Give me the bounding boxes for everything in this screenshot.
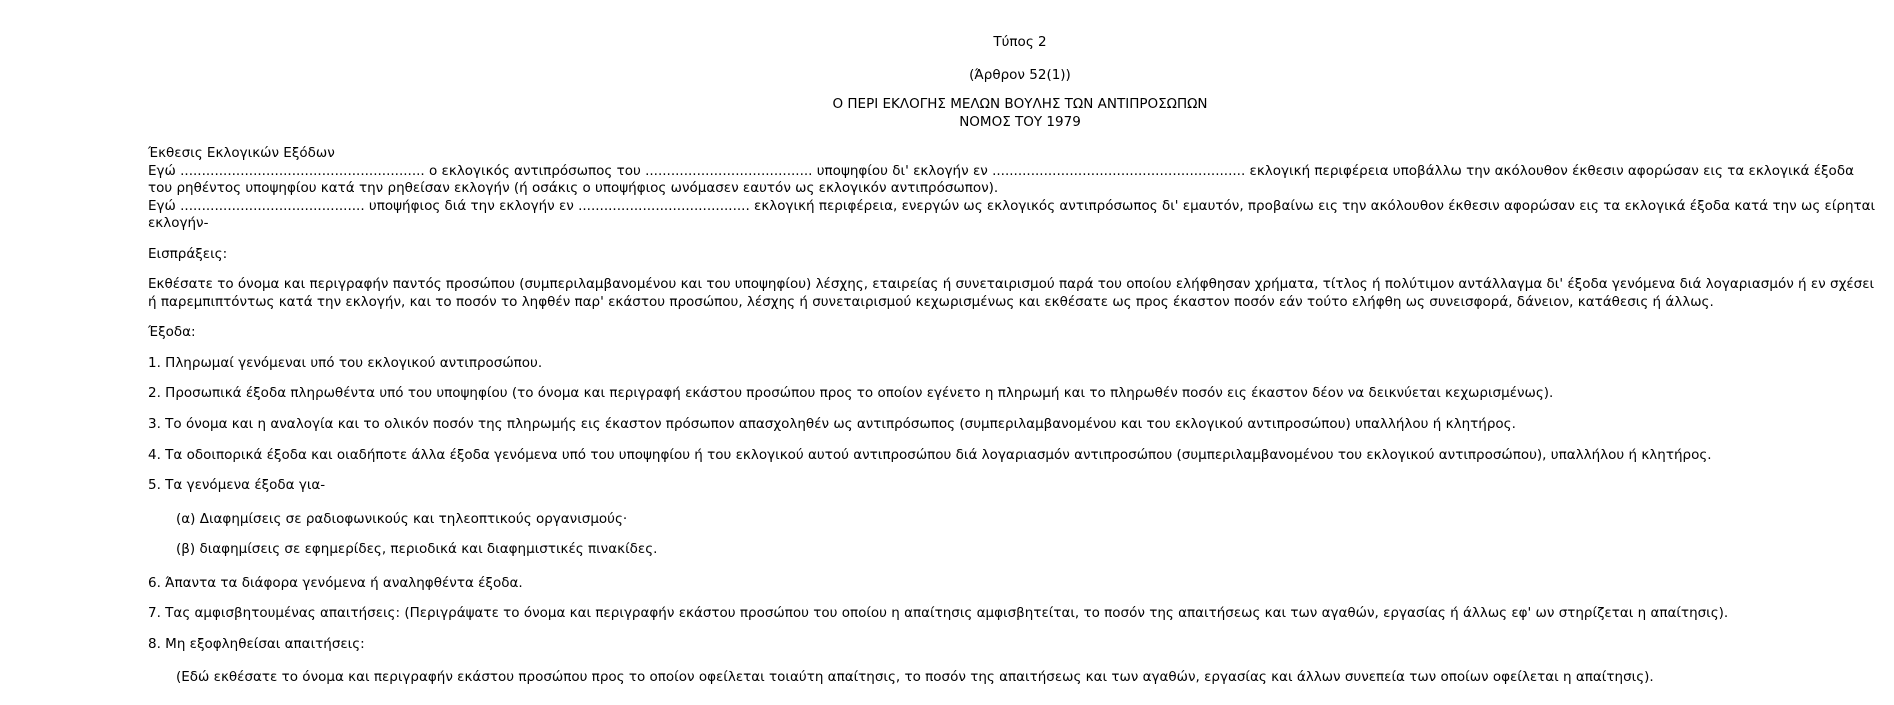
report-para-candidate: Εγώ ........................................... υποψήφιος διά την εκλογήν εν ........................................ εκλογική περιφέρεια, ενεργών ως εκλογικός αντιπρόσωπος δι' εμαυτόν, προβαίνω εις την ακόλουθον έκθεσιν αφορώσαν εις τα εκλογικά έξοδα κατά την ως είρηται εκλογήν-	[148, 197, 1876, 232]
expenses-item-1: 1. Πληρωμαί γενόμεναι υπό του εκλογικού αντιπροσώπου.	[148, 354, 543, 371]
expenses-item-3: 3. Το όνομα και η αναλογία και το ολικόν ποσόν της πληρωμής εις έκαστον πρόσωπον απασχοληθέν ως αντιπρόσωπος (συμπεριλαμβανομένου και του εκλογικού αντιπροσώπου) υπαλλήλου ή κλητήρος.	[148, 416, 1516, 433]
expenses-item-5: 5. Τα γενόμενα έξοδα για-	[148, 477, 326, 494]
expenses-item-2: 2. Προσωπικά έξοδα πληρωθέντα υπό του υποψηφίου (το όνομα και περιγραφή εκάστου προσώπου προς το οποίον εγένετο η πληρωμή και το πληρωθέν ποσόν εις έκαστον δέον να δεικνύεται κεχωρισμένως).	[148, 385, 1554, 402]
expenses-title: Έξοδα:	[148, 324, 196, 341]
expenses-item-6: 6. Άπαντα τα διάφορα γενόμενα ή αναληφθέντα έξοδα.	[148, 574, 523, 591]
article-reference: (Άρθρον 52(1))	[969, 66, 1071, 83]
report-title: Έκθεσις Εκλογικών Εξόδων	[148, 145, 335, 161]
receipts-title: Εισπράξεις:	[148, 245, 228, 262]
report-para-agent: Εγώ ......................................................... ο εκλογικός αντιπρόσωπος του ....................................... υποψηφίου δι' εκλογήν εν ........................................................... εκλογική περιφέρεια υποβάλλω την ακόλουθον έκθεσιν αφορώσαν εις τα εκλογικά έξοδα του ρηθέντος υποψηφίου κατά την ρηθείσαν εκλογήν (ή οσάκις ο υποψήφιος ωνόμασεν εαυτόν ως εκλογικόν αντιπρόσωπον).	[148, 162, 1854, 197]
law-title	[220, 96, 1820, 131]
law-title-line1: Ο ΠΕΡΙ ΕΚΛΟΓΗΣ ΜΕΛΩΝ ΒΟΥΛΗΣ ΤΩΝ ΑΝΤΙΠΡΟΣΩΠΩΝ	[832, 96, 1208, 113]
document-header	[220, 34, 1820, 142]
expenses-item-4: 4. Τα οδοιπορικά έξοδα και οιαδήποτε άλλα έξοδα γενόμενα υπό του υποψηφίου ή του εκλογικού αυτού αντιπροσώπου διά λογαριασμόν αντιπροσώπου (συμπεριλαμβανομένου του εκλογικού αντιπροσώπου), υπαλλήλου ή κλητήρος.	[148, 446, 1712, 463]
expenses-item-5a: (α) Διαφημίσεις σε ραδιοφωνικούς και τηλεοπτικούς οργανισμούς·	[176, 510, 628, 527]
expenses-item-8: 8. Μη εξοφληθείσαι απαιτήσεις:	[148, 635, 365, 652]
expenses-item-5b: (β) διαφημίσεις σε εφημερίδες, περιοδικά και διαφημιστικές πινακίδες.	[176, 541, 658, 558]
document-body	[148, 145, 1880, 700]
form-type: Τύπος 2	[993, 34, 1047, 50]
law-title-line2: ΝΟΜΟΣ ΤΟΥ 1979	[959, 113, 1081, 130]
receipts-text: Εκθέσατε το όνομα και περιγραφήν παντός προσώπου (συμπεριλαμβανομένου και του υποψηφίου) λέσχης, εταιρείας ή συνεταιρισμού παρά του οποίου ελήφθησαν χρήματα, τίτλος ή πολύτιμον αντάλλαγμα δι' έξοδα γενόμενα διά λογαριασμόν ή εν σχέσει ή παρεμπιπτόντως κατά την εκλογήν, και το ποσόν το ληφθέν παρ' εκάστου προσώπου, λέσχης ή συνεταιρισμού κεχωρισμένως και εκθέσατε ως προς έκαστον ποσόν εάν τούτο ελήφθη ως συνεισφορά, δάνειον, κατάθεσις ή άλλως.	[148, 276, 1875, 310]
expenses-item-8-note: (Εδώ εκθέσατε το όνομα και περιγραφήν εκάστου προσώπου προς το οποίον οφείλεται τοιαύτη απαίτησις, το ποσόν της απαιτήσεως και των αγαθών, εργασίας και άλλων συνεπεία των οποίων οφείλεται η απαίτησις).	[176, 669, 1654, 686]
expenses-item-7: 7. Τας αμφισβητουμένας απαιτήσεις: (Περιγράψατε το όνομα και περιγραφήν εκάστου προσώπου του οποίου η απαίτησις αμφισβητείται, το ποσόν της απαιτήσεως και των αγαθών, εργασίας ή άλλως εφ' ων στηρίζεται η απαίτησις).	[148, 605, 1729, 622]
